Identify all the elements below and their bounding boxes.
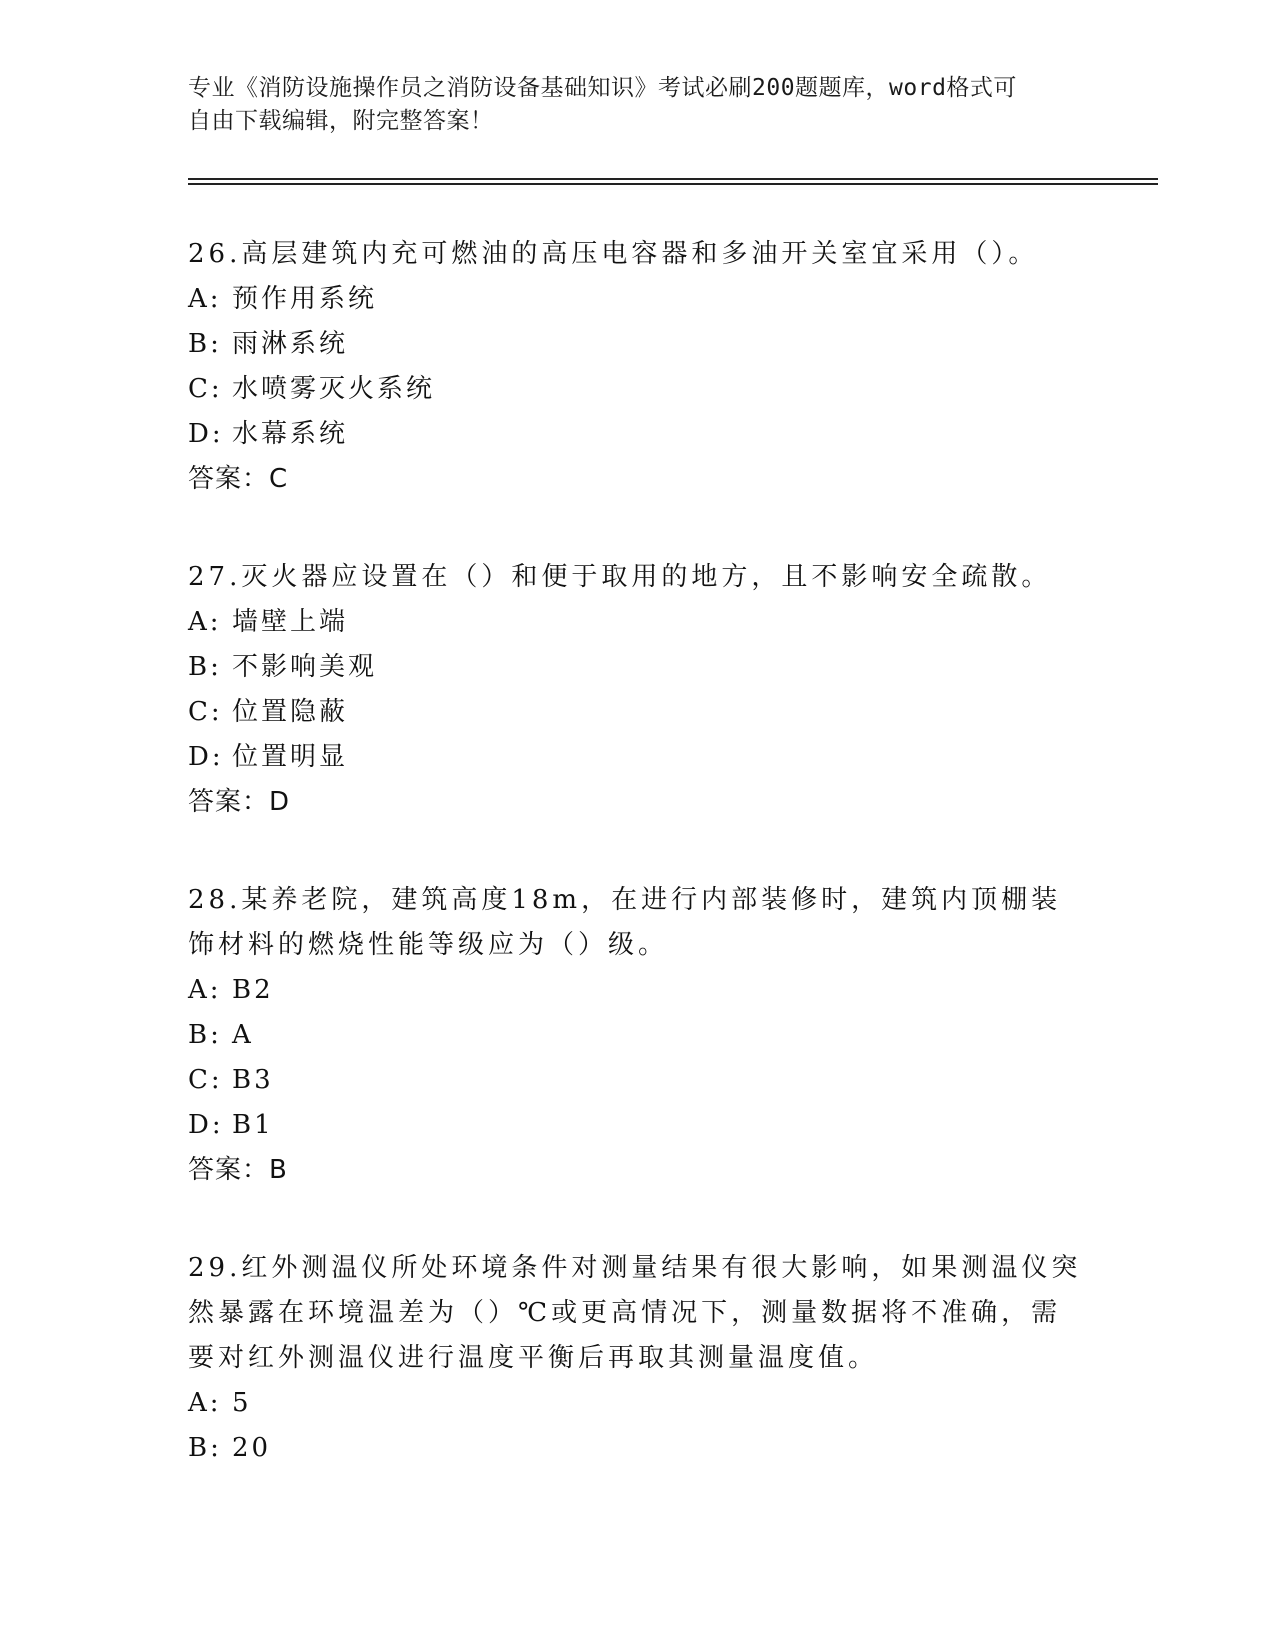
option-text: B1 (232, 1110, 274, 1140)
option-letter: B: (188, 1020, 222, 1050)
answer-label: 答案：D (188, 787, 291, 817)
question-text: 26.高层建筑内充可燃油的高压电容器和多油开关室宜采用（）。 (188, 239, 1039, 269)
option-a (188, 277, 1088, 322)
option-letter: A: (188, 975, 222, 1005)
option-letter: A: (188, 607, 222, 637)
option-text: B2 (232, 975, 274, 1005)
option-b (188, 322, 1088, 367)
question-text: 29.红外测温仪所处环境条件对测量结果有很大影响，如果测温仪突然暴露在环境温差为（）℃或更高情况下，测量数据将不准确，需要对红外测温仪进行温度平衡后再取其测量温度值。 (188, 1253, 1082, 1373)
option-c (188, 367, 1088, 412)
option-text: 20 (232, 1433, 272, 1463)
question-list (188, 232, 1088, 1524)
option-c (188, 1058, 1088, 1103)
option-a (188, 600, 1088, 645)
option-d (188, 1103, 1088, 1148)
option-text: 雨淋系统 (232, 329, 349, 359)
option-letter: B: (188, 329, 222, 359)
option-letter: D: (188, 419, 224, 449)
option-letter: C: (188, 697, 223, 727)
option-letter: D: (188, 742, 224, 772)
header-divider-top (188, 178, 1158, 180)
option-d (188, 735, 1088, 780)
option-text: 5 (232, 1388, 252, 1418)
option-a (188, 968, 1088, 1013)
question-29 (188, 1246, 1088, 1471)
option-b (188, 645, 1088, 690)
header-line-1: 专业《消防设施操作员之消防设备基础知识》考试必刷200题题库，word格式可 (188, 75, 1017, 101)
question-28 (188, 878, 1088, 1193)
option-letter: A: (188, 1388, 222, 1418)
option-letter: A: (188, 284, 222, 314)
option-text: 不影响美观 (232, 652, 378, 682)
option-letter: D: (188, 1110, 224, 1140)
option-text: 位置明显 (232, 742, 349, 772)
option-text: 预作用系统 (232, 284, 378, 314)
document-header (188, 72, 1088, 138)
answer-label: 答案：C (188, 464, 289, 494)
question-27 (188, 555, 1088, 825)
option-letter: C: (188, 1065, 223, 1095)
question-text: 27.灭火器应设置在（）和便于取用的地方，且不影响安全疏散。 (188, 562, 1052, 592)
option-c (188, 690, 1088, 735)
option-b (188, 1426, 1088, 1471)
option-d (188, 412, 1088, 457)
option-text: 水幕系统 (232, 419, 349, 449)
option-text: B3 (232, 1065, 274, 1095)
option-text: 墙壁上端 (232, 607, 349, 637)
option-a (188, 1381, 1088, 1426)
option-text: 位置隐蔽 (232, 697, 349, 727)
header-divider-bottom (188, 183, 1158, 185)
option-letter: B: (188, 652, 222, 682)
question-26 (188, 232, 1088, 502)
option-text: 水喷雾灭火系统 (232, 374, 436, 404)
option-letter: C: (188, 374, 223, 404)
option-text: A (232, 1020, 254, 1050)
header-line-2: 自由下载编辑，附完整答案！ (188, 108, 494, 134)
option-b (188, 1013, 1088, 1058)
answer-label: 答案：B (188, 1155, 288, 1185)
question-text: 28.某养老院，建筑高度18m，在进行内部装修时，建筑内顶棚装饰材料的燃烧性能等级应为（）级。 (188, 885, 1062, 960)
option-letter: B: (188, 1433, 222, 1463)
